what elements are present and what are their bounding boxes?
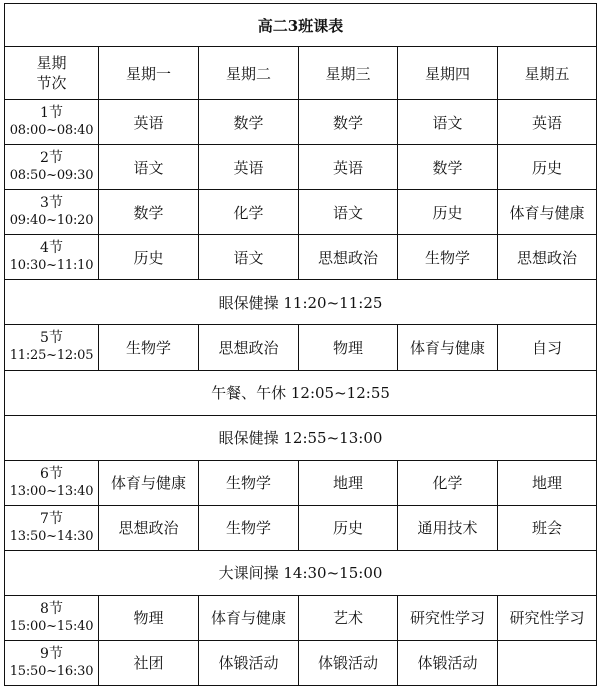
period-cell <box>5 190 99 235</box>
lesson-cell: 思想政治 <box>299 235 398 280</box>
lesson-cell: 体锻活动 <box>299 640 398 685</box>
lesson-cell: 语文 <box>299 190 398 235</box>
period-time: 11:25~12:05 <box>9 348 94 364</box>
period-cell <box>5 325 99 370</box>
lesson-cell: 历史 <box>398 190 498 235</box>
break-label: 眼保健操 12:55~13:00 <box>5 415 597 460</box>
break-row <box>5 370 597 415</box>
header-row <box>5 47 597 100</box>
lesson-cell: 语文 <box>398 100 498 145</box>
period-time: 10:30~11:10 <box>9 258 94 274</box>
lesson-cell: 英语 <box>299 145 398 190</box>
lesson-cell: 体锻活动 <box>398 640 498 685</box>
lesson-cell: 历史 <box>99 235 199 280</box>
period-time: 15:00~15:40 <box>9 618 94 634</box>
period-number: 5节 <box>40 330 63 347</box>
lesson-cell: 自习 <box>498 325 597 370</box>
lesson-row <box>5 235 597 280</box>
period-cell <box>5 505 99 550</box>
lesson-cell: 研究性学习 <box>498 595 597 640</box>
period-time: 08:00~08:40 <box>9 123 94 139</box>
lesson-cell: 化学 <box>398 460 498 505</box>
lesson-cell: 思想政治 <box>498 235 597 280</box>
lesson-cell: 体锻活动 <box>199 640 299 685</box>
period-number: 6节 <box>40 465 63 482</box>
period-cell <box>5 145 99 190</box>
title-row <box>5 4 597 47</box>
lesson-cell: 地理 <box>299 460 398 505</box>
period-number: 8节 <box>40 600 63 617</box>
lesson-cell: 地理 <box>498 460 597 505</box>
lesson-cell: 数学 <box>99 190 199 235</box>
lesson-cell: 历史 <box>498 145 597 190</box>
period-number: 1节 <box>40 105 63 122</box>
corner-day-label: 星期 <box>36 54 67 73</box>
lesson-row <box>5 460 597 505</box>
lesson-cell: 研究性学习 <box>398 595 498 640</box>
break-label: 眼保健操 11:20~11:25 <box>5 280 597 325</box>
lesson-cell: 体育与健康 <box>398 325 498 370</box>
lesson-row <box>5 595 597 640</box>
period-number: 2节 <box>40 150 63 167</box>
lesson-cell: 数学 <box>199 100 299 145</box>
break-label: 午餐、午休 12:05~12:55 <box>5 370 597 415</box>
break-row <box>5 550 597 595</box>
lesson-cell: 通用技术 <box>398 505 498 550</box>
lesson-cell: 生物学 <box>199 460 299 505</box>
corner-header <box>5 47 99 100</box>
lesson-row <box>5 145 597 190</box>
lesson-cell: 语文 <box>199 235 299 280</box>
lesson-cell: 社团 <box>99 640 199 685</box>
period-number: 4节 <box>40 240 63 257</box>
lesson-cell: 数学 <box>299 100 398 145</box>
break-row <box>5 280 597 325</box>
lesson-row <box>5 325 597 370</box>
period-number: 9节 <box>40 645 63 662</box>
lesson-cell: 体育与健康 <box>99 460 199 505</box>
period-number: 3节 <box>40 195 63 212</box>
day-header-friday: 星期五 <box>498 47 597 100</box>
lesson-cell: 生物学 <box>199 505 299 550</box>
lesson-cell: 物理 <box>299 325 398 370</box>
lesson-cell: 生物学 <box>99 325 199 370</box>
lesson-cell: 历史 <box>299 505 398 550</box>
lesson-cell <box>498 640 597 685</box>
lesson-cell: 物理 <box>99 595 199 640</box>
day-header-thursday: 星期四 <box>398 47 498 100</box>
period-cell <box>5 640 99 685</box>
period-number: 7节 <box>40 510 63 527</box>
lesson-cell: 体育与健康 <box>199 595 299 640</box>
period-time: 13:00~13:40 <box>9 483 94 499</box>
lesson-cell: 英语 <box>99 100 199 145</box>
period-time: 15:50~16:30 <box>9 663 94 679</box>
period-time: 08:50~09:30 <box>9 168 94 184</box>
lesson-row <box>5 640 597 685</box>
lesson-cell: 思想政治 <box>99 505 199 550</box>
lesson-cell: 英语 <box>498 100 597 145</box>
lesson-row <box>5 100 597 145</box>
lesson-cell: 语文 <box>99 145 199 190</box>
timetable <box>4 3 597 686</box>
day-header-monday: 星期一 <box>99 47 199 100</box>
table-title: 高二3班课表 <box>5 4 597 47</box>
corner-period-label: 节次 <box>36 74 67 93</box>
break-row <box>5 415 597 460</box>
period-cell <box>5 595 99 640</box>
period-time: 09:40~10:20 <box>9 213 94 229</box>
day-header-tuesday: 星期二 <box>199 47 299 100</box>
lesson-cell: 数学 <box>398 145 498 190</box>
lesson-cell: 生物学 <box>398 235 498 280</box>
lesson-cell: 英语 <box>199 145 299 190</box>
lesson-cell: 艺术 <box>299 595 398 640</box>
day-header-wednesday: 星期三 <box>299 47 398 100</box>
period-cell <box>5 100 99 145</box>
lesson-row <box>5 190 597 235</box>
period-cell <box>5 460 99 505</box>
lesson-cell: 化学 <box>199 190 299 235</box>
lesson-cell: 班会 <box>498 505 597 550</box>
lesson-row <box>5 505 597 550</box>
break-label: 大课间操 14:30~15:00 <box>5 550 597 595</box>
lesson-cell: 思想政治 <box>199 325 299 370</box>
period-cell <box>5 235 99 280</box>
period-time: 13:50~14:30 <box>9 528 94 544</box>
lesson-cell: 体育与健康 <box>498 190 597 235</box>
